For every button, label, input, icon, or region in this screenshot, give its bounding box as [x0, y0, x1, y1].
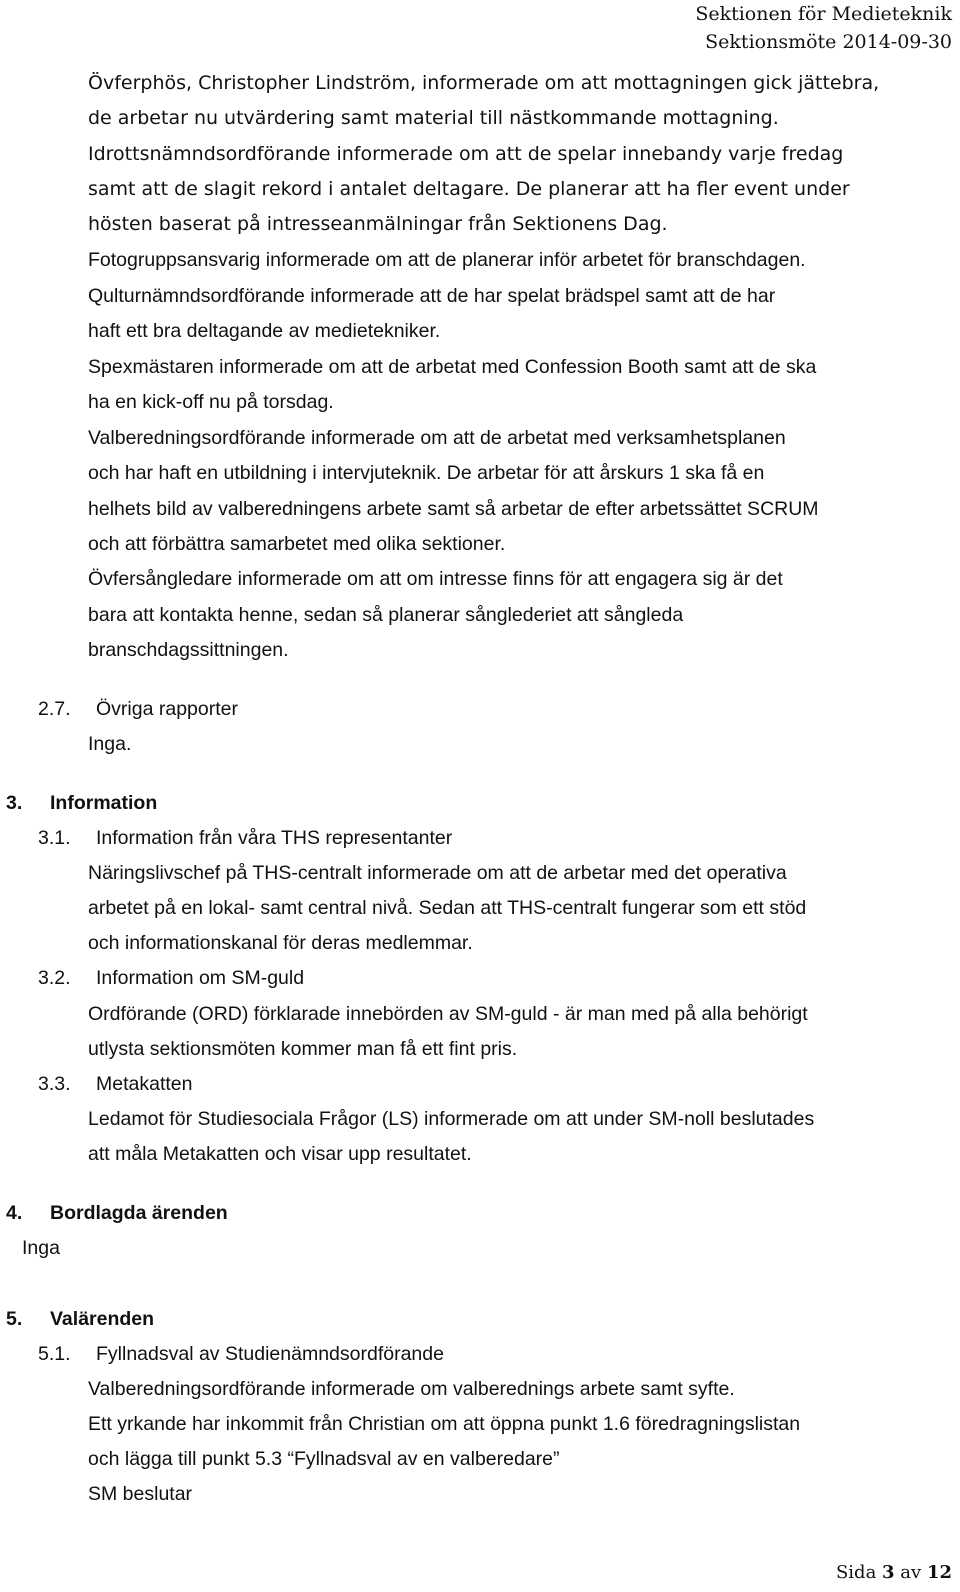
header-organization: Sektionen för Medieteknik — [695, 3, 952, 25]
subsection-title: Övriga rapporter — [96, 698, 238, 720]
paragraph-line: de arbetar nu utvärdering samt material till nästkommande mottagning. — [88, 107, 779, 129]
subsection-body: Inga. — [88, 733, 132, 755]
subsection-number: 3.3. — [38, 1073, 71, 1095]
paragraph-line: helhets bild av valberedningens arbete samt så arbetar de efter arbetssättet SCRUM — [88, 498, 819, 520]
paragraph-line: Valberedningsordförande informerade om valberednings arbete samt syfte. — [88, 1378, 735, 1400]
paragraph-line: hösten baserat på intresseanmälningar från Sektionens Dag. — [88, 213, 668, 235]
page-footer — [836, 1562, 952, 1583]
subsection-title: Metakatten — [96, 1073, 193, 1095]
paragraph-line: Spexmästaren informerade om att de arbetat med Confession Booth samt att de ska — [88, 356, 817, 378]
section-title: Information — [50, 792, 158, 814]
paragraph-line: och att förbättra samarbetet med olika sektioner. — [88, 533, 506, 555]
paragraph-line: Fotogruppsansvarig informerade om att de planerar inför arbetet för branschdagen. — [88, 249, 806, 271]
section-body: Inga — [22, 1237, 60, 1259]
paragraph-line: och lägga till punkt 5.3 “Fyllnadsval av en valberedare” — [88, 1448, 560, 1470]
paragraph-line: branschdagssittningen. — [88, 639, 289, 661]
section-number: 5. — [6, 1308, 23, 1330]
paragraph-line: Valberedningsordförande informerade om att de arbetat med verksamhetsplanen — [88, 427, 786, 449]
paragraph-line: Ordförande (ORD) förklarade innebörden av SM-guld - är man med på alla behörigt — [88, 1003, 808, 1025]
page-sep: av — [900, 1562, 922, 1583]
paragraph-line: Qulturnämndsordförande informerade att de har spelat brädspel samt att de har — [88, 285, 776, 307]
section-title: Bordlagda ärenden — [50, 1202, 228, 1224]
paragraph-line: samt att de slagit rekord i antalet deltagare. De planerar att ha fler event under — [88, 178, 850, 200]
subsection-title: Information från våra THS representanter — [96, 827, 453, 849]
paragraph-line: arbetet på en lokal- samt central nivå. Sedan att THS-centralt fungerar som ett stöd — [88, 897, 807, 919]
subsection-number: 2.7. — [38, 698, 71, 720]
subsection-number: 3.1. — [38, 827, 71, 849]
section-number: 4. — [6, 1202, 23, 1224]
paragraph-line: Näringslivschef på THS-centralt informerade om att de arbetar med det operativa — [88, 862, 787, 884]
page-header — [695, 0, 952, 56]
paragraph-line: Övferphös, Christopher Lindström, informerade om att mottagningen gick jättebra, — [88, 72, 880, 94]
page-total: 12 — [926, 1562, 952, 1583]
paragraph-line: utlysta sektionsmöten kommer man få ett fint pris. — [88, 1038, 518, 1060]
paragraph-line: haft ett bra deltagande av medietekniker. — [88, 320, 441, 342]
paragraph-line: och informationskanal för deras medlemmar. — [88, 932, 473, 954]
paragraph-line: Idrottsnämndsordförande informerade om att de spelar innebandy varje fredag — [88, 143, 844, 165]
paragraph-line: Ett yrkande har inkommit från Christian om att öppna punkt 1.6 föredragningslistan — [88, 1413, 801, 1435]
section-number: 3. — [6, 792, 23, 814]
paragraph-line: SM beslutar — [88, 1483, 193, 1505]
subsection-title: Information om SM-guld — [96, 967, 305, 989]
paragraph-line: och har haft en utbildning i intervjuteknik. De arbetar för att årskurs 1 ska få en — [88, 462, 765, 484]
page-label: Sida — [835, 1562, 877, 1583]
subsection-title: Fyllnadsval av Studienämndsordförande — [96, 1343, 444, 1365]
header-meeting-date: Sektionsmöte 2014-09-30 — [705, 31, 952, 53]
paragraph-line: Ledamot för Studiesociala Frågor (LS) informerade om att under SM-noll beslutades — [88, 1108, 815, 1130]
paragraph-line: ha en kick-off nu på torsdag. — [88, 391, 334, 413]
paragraph-line: att måla Metakatten och visar upp resultatet. — [88, 1143, 472, 1165]
subsection-number: 3.2. — [38, 967, 71, 989]
section-title: Valärenden — [50, 1308, 155, 1330]
page-number: 3 — [882, 1562, 895, 1583]
paragraph-line: bara att kontakta henne, sedan så planerar sånglederiet att sångleda — [88, 604, 684, 626]
subsection-number: 5.1. — [38, 1343, 71, 1365]
paragraph-line: Övfersångledare informerade om att om intresse finns för att engagera sig är det — [88, 568, 783, 590]
